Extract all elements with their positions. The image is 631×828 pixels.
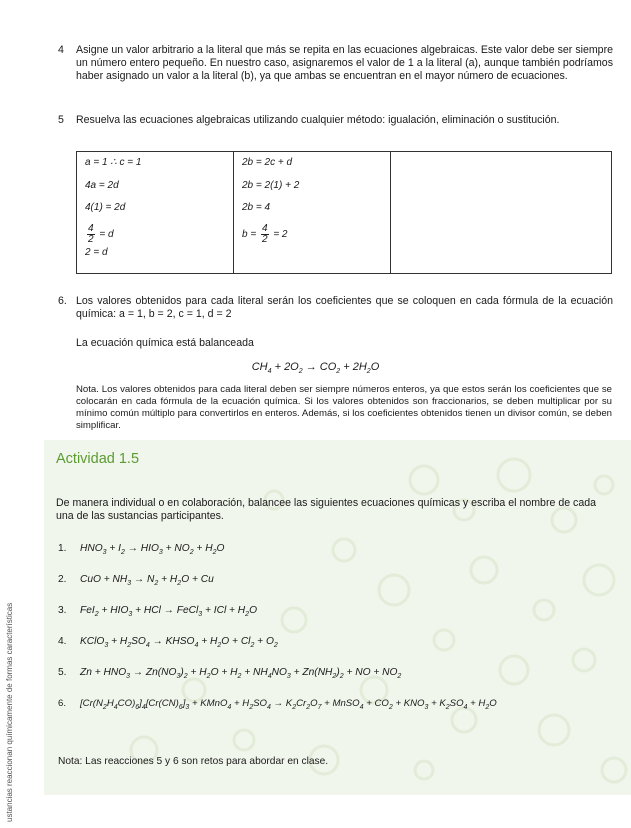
step-number: 5 xyxy=(58,114,64,126)
fraction-numerator: 4 xyxy=(88,222,94,234)
fraction-denominator: 2 xyxy=(261,233,268,245)
eq-part: → CO xyxy=(302,361,337,373)
reaction-formula: CuO + $NH_3 \to N_2 + H_2O + Cu$ xyxy=(80,574,214,588)
calculation-table xyxy=(76,151,612,274)
step-text: Los valores obtenidos para cada literal serán los coeficientes que se coloquen en cada fórmula de la ecuación química: a = 1, b = 2, c = 1, d = 2 xyxy=(76,295,613,321)
reaction-formula: $HNO_3 + I_2 \to HIO_3 + NO_2 + H_2O$ xyxy=(80,543,225,557)
calc-line: 2 = d xyxy=(85,247,108,258)
calc-line: 4a = 2d xyxy=(85,179,119,191)
balanced-equation xyxy=(0,361,631,375)
reaction-number: 5. xyxy=(58,667,67,678)
eq-sub: 2 xyxy=(336,368,341,376)
activity-title: Actividad 1.5 xyxy=(56,451,140,467)
balanced-label: La ecuación química está balanceada xyxy=(76,337,254,349)
side-caption xyxy=(2,470,14,825)
fraction xyxy=(261,224,269,245)
step-5 xyxy=(58,114,613,127)
reaction-2 xyxy=(58,574,214,587)
step-6 xyxy=(58,295,613,321)
eq-part: O xyxy=(370,361,380,373)
reaction-formula: $Zn + HNO_3 \to Zn(NO_3)_2 + H_2O + H_2 + NH_4NO_3 + Zn(NH_2)_2$ + NO + $NO_2$ xyxy=(80,667,402,681)
calc-line: 2b = 4 xyxy=(242,202,271,213)
eq-sub: 2 xyxy=(298,368,303,376)
activity-intro: De manera individual o en colaboración, balancee las siguientes ecuaciones químicas y escriba el nombre de cada una de las sustancias participantes. xyxy=(56,497,597,523)
reaction-1 xyxy=(58,543,224,556)
reaction-formula: KClO$_3$ + $H_2SO_4$ → $KHSO_4 + H_2O + Cl_2 + O_2$ xyxy=(80,636,278,650)
eq-sub: 4 xyxy=(267,368,272,376)
calc-column-3 xyxy=(391,152,612,274)
side-caption-text: ustancias reaccionan químicamente de formas características xyxy=(5,602,14,822)
reaction-formula: $[Cr(N_2H_4CO)_6]_4[Cr(CN)_6]_3$ + KMnO$_4$ + $H_2SO_4 \to K_2Cr_2O_7$ + MnSO$_4$ + $CO_2 + KNO_3 + K_2SO_4 + H_2O$ xyxy=(80,698,497,711)
calc-line-fraction xyxy=(85,224,225,247)
reaction-number: 2. xyxy=(58,574,67,585)
step-number: 6. xyxy=(58,295,67,307)
calc-line: a = 1 ∴ c = 1 xyxy=(85,157,142,168)
activity-note: Nota: Las reacciones 5 y 6 son retos para abordar en clase. xyxy=(58,756,329,767)
reaction-5 xyxy=(58,667,401,680)
calc-column-2 xyxy=(234,152,391,274)
calc-line: 2b = 2(1) + 2 xyxy=(242,179,300,191)
reaction-6 xyxy=(58,698,497,711)
reaction-3 xyxy=(58,605,257,618)
fraction-denominator: 2 xyxy=(88,233,94,245)
calc-line-fraction xyxy=(242,224,382,247)
calc-line: 2b = 2c + d xyxy=(242,157,293,168)
step-4 xyxy=(58,44,613,84)
reaction-number: 3. xyxy=(58,605,67,616)
calc-line: 4(1) = 2d xyxy=(85,202,126,213)
fraction-numerator: 4 xyxy=(261,222,268,234)
balanced-label-row xyxy=(58,337,613,350)
step-number: 4 xyxy=(58,44,64,56)
eq-part: + 2H xyxy=(340,361,367,373)
calc-line-lead: b = xyxy=(242,228,257,240)
fraction xyxy=(87,224,95,245)
eq-part: + 2O xyxy=(271,361,299,373)
calc-line-rest: = 2 xyxy=(273,228,288,240)
reaction-number: 4. xyxy=(58,636,67,647)
calc-column-1 xyxy=(77,152,234,274)
reaction-formula: $FeI_2 + HIO_3$ + HCl → FeCl$_3$ + ICl + $H_2O$ xyxy=(80,605,258,619)
calc-line-rest: = d xyxy=(99,228,114,240)
reaction-number: 6. xyxy=(58,698,67,709)
reaction-number: 1. xyxy=(58,543,67,554)
eq-sub: 2 xyxy=(366,368,371,376)
reaction-4 xyxy=(58,636,278,649)
eq-part: CH xyxy=(251,361,268,373)
step-text: Asigne un valor arbitrario a la literal que más se repita en las ecuaciones algebraicas. Este valor debe ser siempre un número entero pequeño. En nuestro caso, asignaremos el valor de 1 a la literal (a), aunque también podríamos haber asignado un valor a la literal (b), ya que ambas se encuentran en el mayor número de ecuaciones. xyxy=(76,44,613,83)
note-paragraph: Nota. Los valores obtenidos para cada literal deben ser siempre números enteros, ya que estos serán los coeficientes que se colocarán en cada fórmula de la ecuación química. Si los valores obtenidos son fraccionarios, se deben multiplicar por su mínimo común múltiplo para convertirlos en enteros. Además, si los coeficientes obtenidos tienen un divisor común, se deben simplificar. xyxy=(76,384,612,431)
step-text: Resuelva las ecuaciones algebraicas utilizando cualquier método: igualación, eliminación o sustitución. xyxy=(76,114,560,126)
